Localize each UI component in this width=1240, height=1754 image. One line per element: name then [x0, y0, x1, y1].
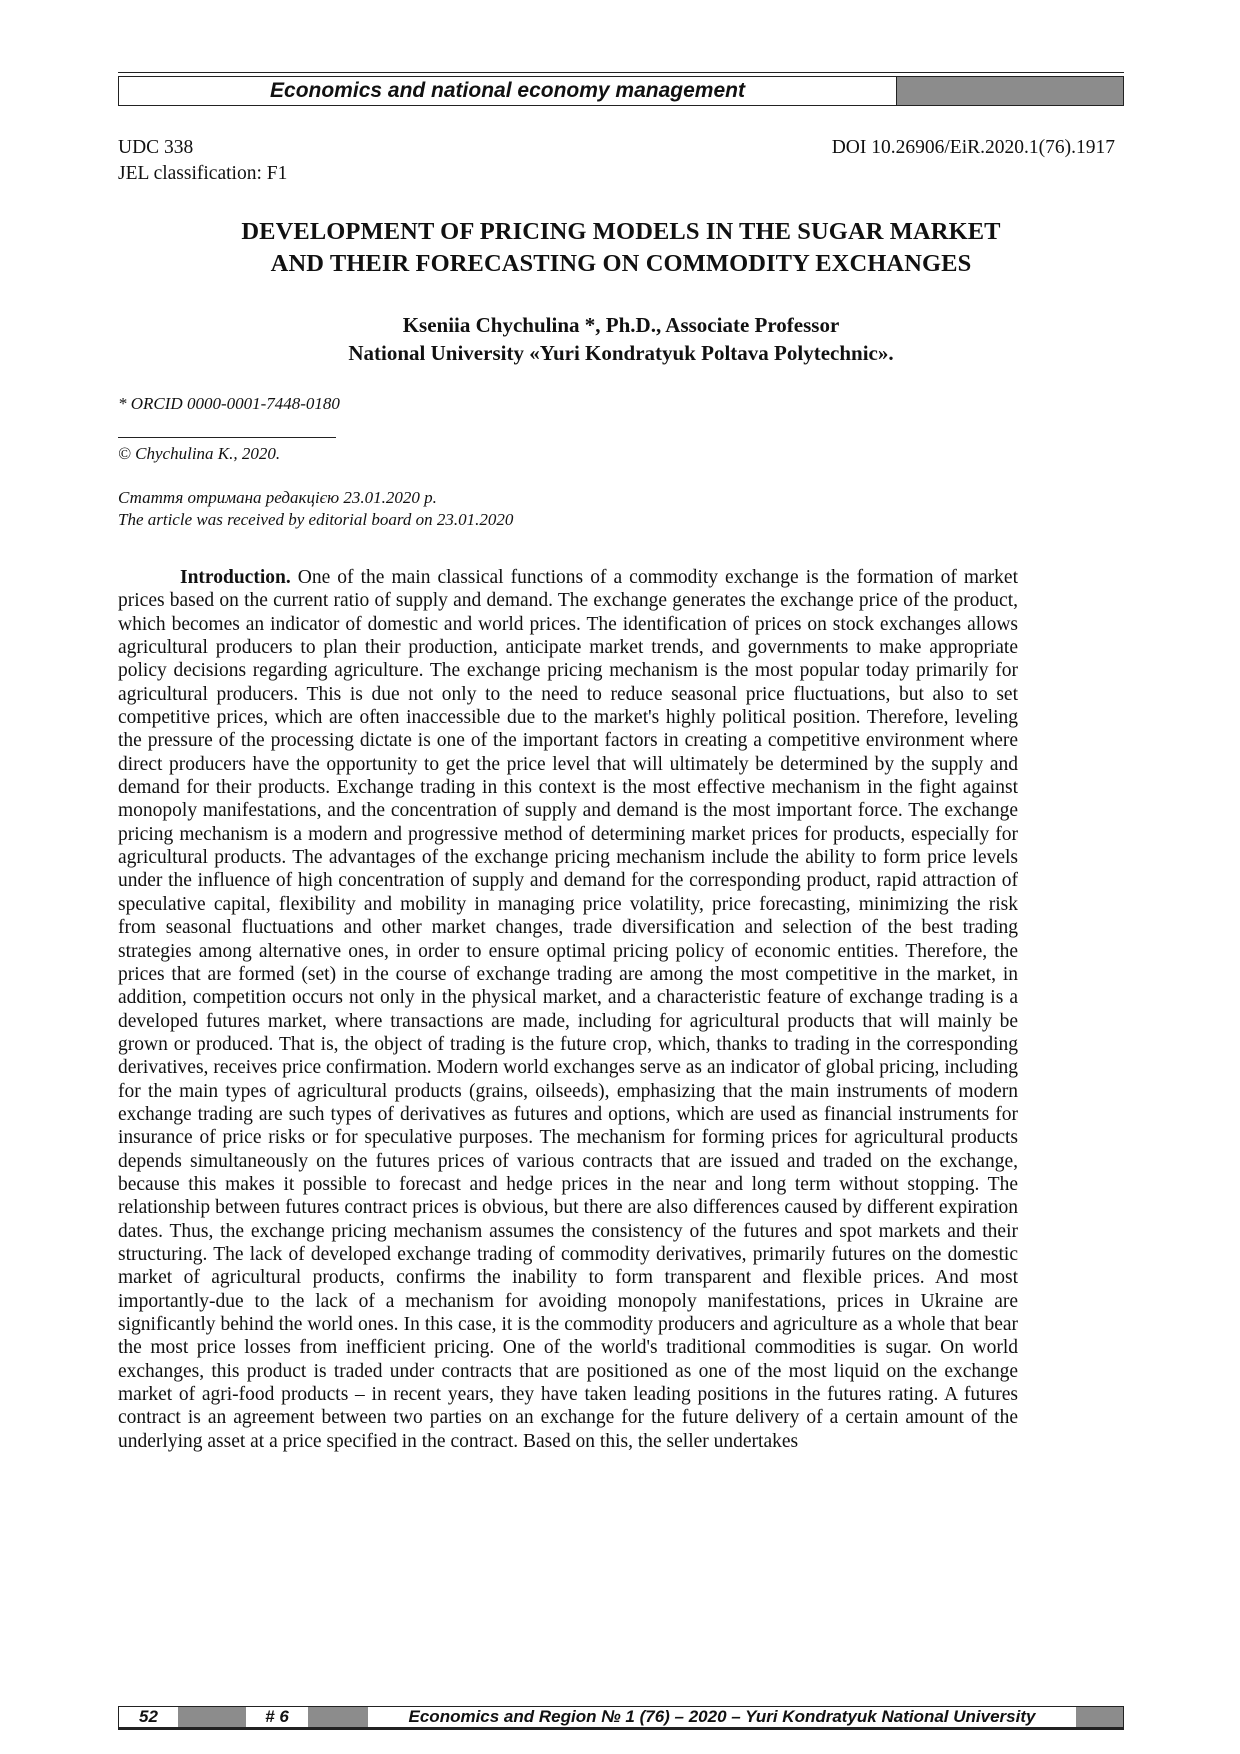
- received-notes: [118, 487, 513, 531]
- running-header: [118, 76, 1124, 106]
- title-line-2: AND THEIR FORECASTING ON COMMODITY EXCHANGES: [270, 250, 972, 277]
- header-section-title: Economics and national economy management: [118, 76, 896, 106]
- page-number: 52: [118, 1706, 178, 1730]
- orcid-note: * ORCID 0000-0001-7448-0180: [118, 394, 340, 413]
- author-block: [118, 311, 1124, 367]
- introduction-text: One of the main classical functions of a commodity exchange is the formation of market prices based on the current ratio of supply and demand. The exchange generates the exchange price of the product, which becomes an indicator of domestic and world prices. The identification of prices on stock exchanges allows agricultural producers to plan their production, anticipate market trends, and governments to make appropriate policy decisions regarding agriculture. The exchange pricing mechanism is the most popular today primarily for agricultural producers. This is due not only to the need to reduce seasonal price fluctuations, but also to set competitive prices, which are often inaccessible due to the market's highly political position. Therefore, leveling the pressure of the processing dictate is one of the important factors in creating a competitive environment where direct producers have the opportunity to get the price level that will ultimately be determined by the supply and demand for their products. Exchange trading in this context is the most effective mechanism in the fight against monopoly manifestations, and the concentration of supply and demand is the most important force. The exchange pricing mechanism is a modern and progressive method of determining market prices for products, especially for agricultural products. The advantages of the exchange pricing mechanism include the ability to form price levels under the influence of high concentration of supply and demand for the corresponding product, rapid attraction of speculative capital, flexibility and mobility in managing price volatility, price forecasting, minimizing the risk from seasonal fluctuations and other market changes, trade diversification and selection of the best trading strategies among alternative ones, in order to ensure optimal pricing policy of economic entities. Therefore, the prices that are formed (set) in the course of exchange trading are among the most competitive in the market, in addition, competition occurs not only in the physical market, and a characteristic feature of exchange trading is a developed futures market, where transactions are made, including for agricultural products that will mainly be grown or produced. That is, the object of trading is the future crop, which, thanks to trading in the corresponding derivatives, receives price confirmation. Modern world exchanges serve as an indicator of global pricing, including for the main types of agricultural products (grains, oilseeds), emphasizing that the main instruments of modern exchange trading are such types of derivatives as futures and options, which are used as financial instruments for insurance of price risks or for speculative purposes. The mechanism for forming prices for agricultural products depends simultaneously on the futures prices of various contracts that are issued and traded on the exchange, because this makes it possible to forecast and hedge prices in the near and long term without stopping. The relationship between futures contract prices is obvious, but there are also differences caused by different expiration dates. Thus, the exchange pricing mechanism assumes the consistency of the futures and spot markets and their structuring. The lack of developed exchange trading of commodity derivatives, primarily futures on the domestic market of agricultural products, confirms the inability to form transparent and flexible prices. And most importantly-due to the lack of a mechanism for avoiding monopoly manifestations, prices in Ukraine are significantly behind the world ones. In this case, it is the commodity producers and agriculture as a whole that bear the most price losses from inefficient pricing. One of the world's traditional commodities is sugar. On world exchanges, this product is traded under contracts that are positioned as one of the most liquid on the exchange market of agri-food products – in recent years, they have taken leading positions in the futures rating. A futures contract is an agreement between two parties on an exchange for the future delivery of a certain amount of the underlying asset at a price specified in the contract. Based on this, the seller undertakes: [118, 567, 1018, 1452]
- footer-grey-block-1: [178, 1706, 246, 1730]
- doi: DOI 10.26906/EiR.2020.1(76).1917: [831, 137, 1115, 158]
- header-top-rule: [118, 72, 1124, 73]
- received-note-english: The article was received by editorial board on 23.01.2020: [118, 510, 514, 529]
- author-name: Kseniia Chychulina *, Ph.D., Associate Professor: [402, 313, 840, 337]
- section-lead-introduction: Introduction.: [180, 567, 291, 588]
- received-note-ukrainian: Стаття отримана редакцією 23.01.2020 р.: [118, 488, 437, 507]
- copyright-note: © Chychulina K., 2020.: [118, 444, 281, 463]
- footnote-rule: [118, 437, 336, 438]
- udc-code: UDC 338: [118, 137, 194, 158]
- article-title: [118, 216, 1124, 280]
- header-grey-block: [896, 76, 1124, 106]
- introduction-paragraph: [118, 566, 1018, 1694]
- footer-journal-title: Economics and Region № 1 (76) – 2020 – Yuri Kondratyuk National University: [368, 1706, 1076, 1730]
- running-footer: [118, 1706, 1124, 1730]
- footer-grey-block-2: [308, 1706, 368, 1730]
- footer-issue-mark: # 6: [246, 1706, 308, 1730]
- classification-block: [118, 135, 287, 187]
- footer-grey-block-3: [1076, 1706, 1124, 1730]
- jel-classification: JEL classification: F1: [118, 163, 288, 184]
- title-line-1: DEVELOPMENT OF PRICING MODELS IN THE SUGAR MARKET: [241, 218, 1001, 245]
- author-affiliation: National University «Yuri Kondratyuk Poltava Polytechnic».: [348, 341, 894, 365]
